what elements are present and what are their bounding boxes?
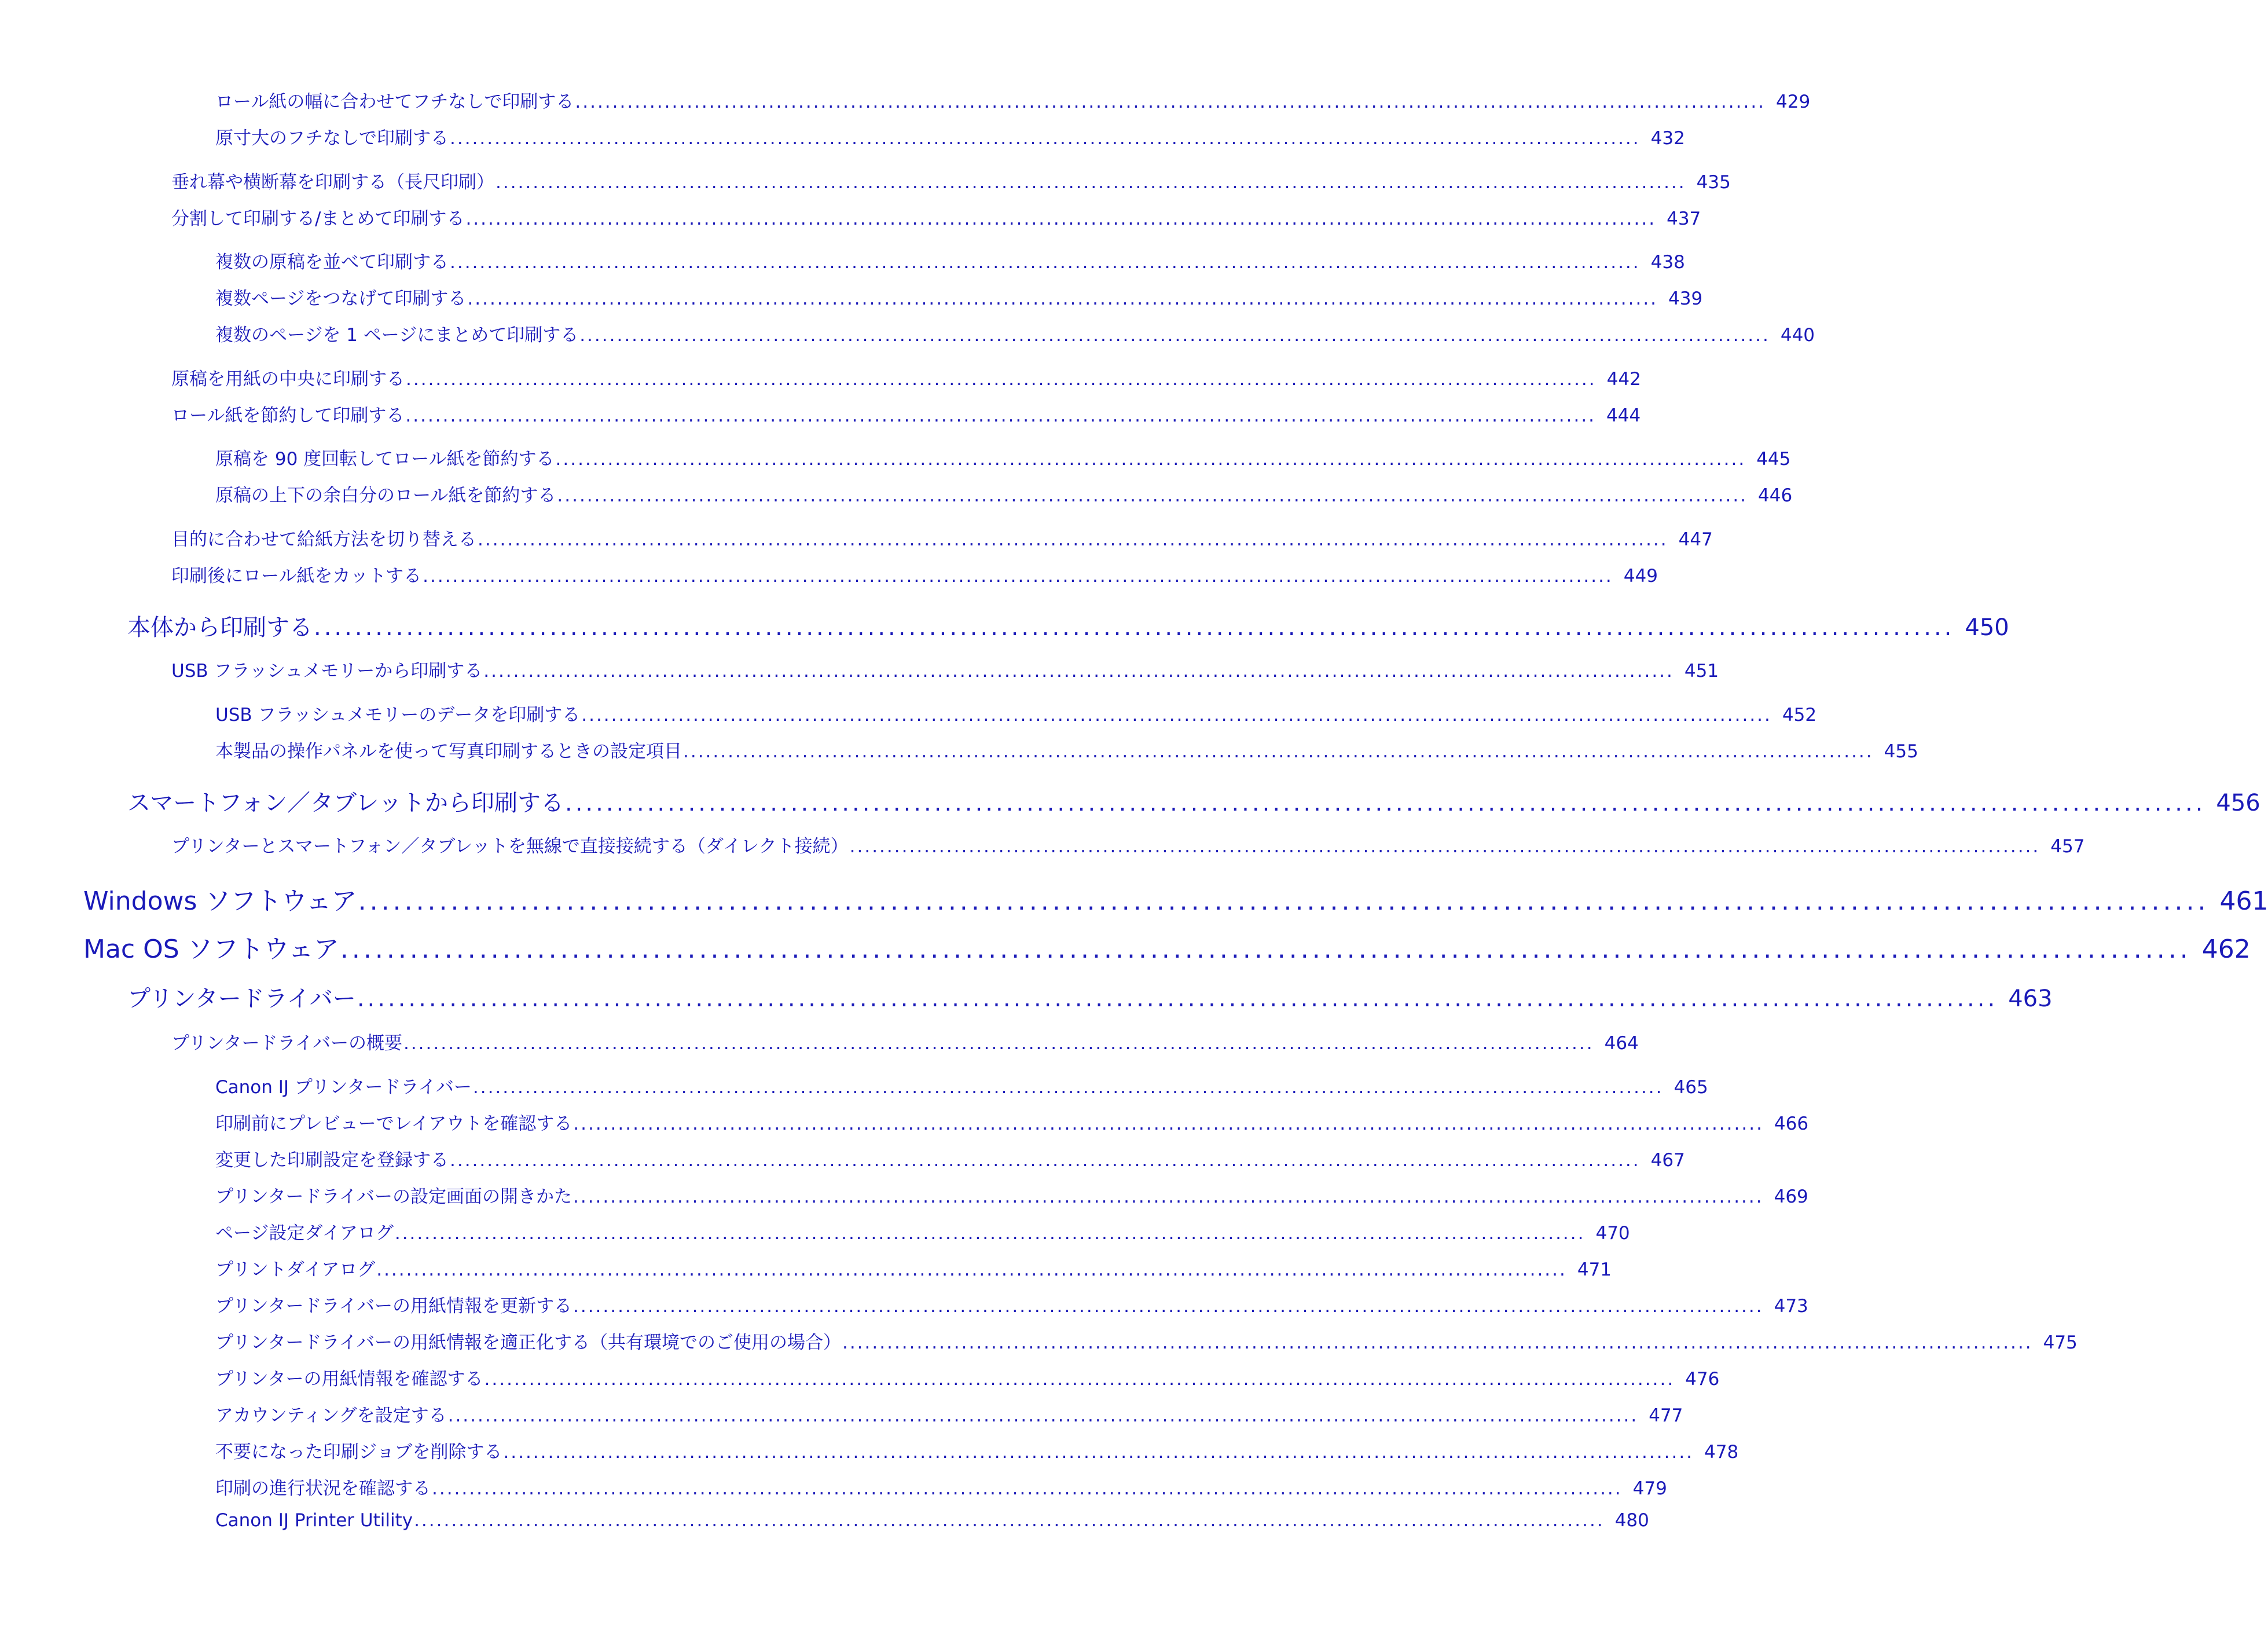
toc-entry-page: 444 — [1606, 405, 1641, 426]
toc-entry-page: 440 — [1780, 325, 1815, 346]
dot-leader: ................................................................................................................................................................ — [405, 405, 1597, 426]
toc-entry-title: USB フラッシュメモリーのデータを印刷する — [215, 705, 581, 725]
toc-entry-title: 原稿を 90 度回転してロール紙を節約する — [215, 449, 555, 470]
toc-entry[interactable] — [171, 561, 1658, 587]
toc-entry[interactable] — [215, 736, 1918, 763]
toc-entry-title: 原寸大のフチなしで印刷する — [215, 128, 449, 149]
dot-leader: ................................................................................................................................................................ — [575, 91, 1766, 112]
toc-entry-page: 456 — [2216, 790, 2260, 816]
toc-entry-page: 437 — [1667, 208, 1701, 229]
toc-entry[interactable] — [215, 1255, 1612, 1281]
toc-entry-title: 不要になった印刷ジョブを削除する — [215, 1442, 502, 1463]
toc-entry[interactable] — [215, 87, 1811, 113]
toc-entry-page: 466 — [1774, 1113, 1809, 1134]
dot-leader: ................................................................................................................................................................ — [472, 1077, 1664, 1098]
toc-entry-title: 本製品の操作パネルを使って写真印刷するときの設定項目 — [215, 741, 682, 762]
toc-entry-page: 432 — [1650, 128, 1685, 149]
dot-leader: ................................................................................................................................................................ — [573, 1113, 1764, 1134]
dot-leader: ................................................................................................................................................................ — [579, 325, 1770, 346]
dot-leader: ................................................................................................................................................................ — [340, 935, 2192, 964]
toc-entry-page: 462 — [2201, 935, 2251, 964]
toc-entry[interactable] — [215, 481, 1793, 507]
toc-entry-title: スマートフォン／タブレットから印刷する — [127, 790, 564, 816]
dot-leader: ................................................................................................................................................................ — [450, 252, 1641, 273]
dot-leader: ................................................................................................................................................................ — [406, 369, 1597, 390]
dot-leader: ................................................................................................................................................................ — [403, 1033, 1594, 1054]
toc-entry-page: 439 — [1668, 288, 1703, 309]
toc-entry-page: 471 — [1577, 1259, 1612, 1280]
toc-entry-title: ロール紙の幅に合わせてフチなしで印刷する — [215, 91, 574, 112]
toc-entry-title: 垂れ幕や横断幕を印刷する（長尺印刷） — [171, 172, 494, 193]
dot-leader: ................................................................................................................................................................ — [447, 1405, 1639, 1426]
toc-entry[interactable] — [215, 1328, 2078, 1354]
toc-entry-title: ロール紙を節約して印刷する — [171, 405, 405, 426]
dot-leader: ................................................................................................................................................................ — [394, 1223, 1586, 1244]
toc-entry[interactable] — [171, 167, 1731, 193]
toc-entry[interactable] — [171, 831, 2085, 858]
toc-entry-title: 本体から印刷する — [127, 614, 313, 641]
toc-entry[interactable] — [215, 700, 1817, 726]
toc-entry-title: 印刷の進行状況を確認する — [215, 1478, 431, 1499]
toc-entry-title: 目的に合わせて給紙方法を切り替える — [171, 529, 476, 550]
toc-entry-page: 465 — [1674, 1077, 1708, 1098]
dot-leader: ................................................................................................................................................................ — [842, 1332, 2033, 1353]
toc-entry-page: 455 — [1884, 741, 1918, 762]
toc-entry-page: 476 — [1685, 1369, 1720, 1390]
dot-leader: ................................................................................................................................................................ — [572, 1186, 1764, 1207]
toc-entry[interactable] — [127, 785, 2260, 818]
toc-entry-page: 469 — [1774, 1186, 1808, 1207]
toc-entry[interactable] — [171, 1028, 1639, 1054]
toc-entry[interactable] — [215, 1474, 1667, 1500]
toc-entry-title: 変更した印刷設定を登録する — [215, 1150, 449, 1171]
toc-entry-title: プリンタードライバーの用紙情報を適正化する（共有環境でのご使用の場合） — [215, 1332, 841, 1353]
dot-leader: ................................................................................................................................................................ — [465, 208, 1657, 229]
toc-entry[interactable] — [215, 1072, 1708, 1098]
toc-entry-page: 475 — [2043, 1332, 2078, 1353]
dot-leader: ................................................................................................................................................................ — [557, 485, 1748, 506]
toc-entry-page: 447 — [1678, 529, 1713, 550]
toc-entry-page: 473 — [1774, 1296, 1808, 1317]
toc-entry-title: 原稿の上下の余白分のロール紙を節約する — [215, 485, 556, 506]
toc-entry-page: 463 — [2008, 985, 2053, 1012]
dot-leader: ................................................................................................................................................................ — [414, 1510, 1605, 1531]
toc-entry[interactable] — [215, 1401, 1683, 1427]
toc-entry[interactable] — [215, 1364, 1720, 1390]
toc-entry-title: 分割して印刷する/まとめて印刷する — [171, 208, 465, 229]
dot-leader: ................................................................................................................................................................ — [503, 1442, 1694, 1463]
dot-leader: ................................................................................................................................................................ — [581, 705, 1772, 725]
toc-entry-page: 449 — [1623, 566, 1658, 587]
toc-entry-page: 450 — [1965, 614, 2009, 641]
toc-entry[interactable] — [215, 1218, 1630, 1244]
toc-entry[interactable] — [215, 320, 1815, 346]
toc-entry-page: 429 — [1776, 91, 1811, 112]
toc-entry-title: プリンタードライバーの用紙情報を更新する — [215, 1296, 572, 1317]
dot-leader: ................................................................................................................................................................ — [849, 836, 2041, 857]
toc-entry-page: 480 — [1614, 1510, 1649, 1531]
toc-entry[interactable] — [215, 284, 1703, 310]
dot-leader: ................................................................................................................................................................ — [483, 661, 1674, 681]
toc-entry-page: 461 — [2219, 886, 2268, 916]
dot-leader: ................................................................................................................................................................ — [450, 1150, 1641, 1171]
toc-entry[interactable] — [171, 401, 1641, 427]
dot-leader: ................................................................................................................................................................ — [478, 529, 1668, 550]
toc-entry-page: 467 — [1650, 1150, 1685, 1171]
toc-entry-title: プリンタードライバーの概要 — [171, 1033, 402, 1054]
toc-entry-title: Canon IJ プリンタードライバー — [215, 1077, 472, 1098]
toc-entry-page: 479 — [1632, 1478, 1667, 1499]
toc-entry[interactable] — [83, 880, 2268, 917]
dot-leader: ................................................................................................................................................................ — [496, 172, 1686, 193]
toc-entry[interactable] — [171, 656, 1719, 682]
toc-entry-page: 470 — [1595, 1223, 1630, 1244]
toc-entry-page: 477 — [1649, 1405, 1683, 1426]
toc-entry-page: 452 — [1782, 705, 1817, 725]
toc-entry-title: プリントダイアログ — [215, 1259, 376, 1280]
toc-entry[interactable] — [215, 1510, 1649, 1531]
dot-leader: ................................................................................................................................................................ — [484, 1369, 1675, 1390]
toc-entry-title: プリンタードライバーの設定画面の開きかた — [215, 1186, 572, 1207]
toc-entry[interactable] — [215, 1109, 1809, 1135]
toc-entry-title: プリンターの用紙情報を確認する — [215, 1369, 483, 1390]
toc-entry-title: 複数のページを 1 ページにまとめて印刷する — [215, 325, 579, 346]
toc-entry-title: プリンターとスマートフォン／タブレットを無線で直接接続する（ダイレクト接続） — [171, 836, 849, 857]
toc-entry-page: 446 — [1758, 485, 1793, 506]
dot-leader: ................................................................................................................................................................ — [314, 614, 1955, 641]
dot-leader: ................................................................................................................................................................ — [357, 985, 1998, 1012]
toc-entry[interactable] — [215, 1291, 1808, 1317]
toc-entry-page: 464 — [1604, 1033, 1639, 1054]
toc-entry[interactable] — [215, 1437, 1739, 1463]
toc-entry[interactable] — [215, 1182, 1808, 1208]
dot-leader: ................................................................................................................................................................ — [358, 886, 2210, 916]
toc-entry[interactable] — [215, 1145, 1685, 1171]
toc-entry-page: 445 — [1756, 449, 1791, 470]
toc-entry-title: 印刷後にロール紙をカットする — [171, 566, 422, 587]
toc-entry[interactable] — [171, 204, 1701, 230]
dot-leader: ................................................................................................................................................................ — [376, 1259, 1567, 1280]
toc-entry-title: Canon IJ Printer Utility — [215, 1510, 413, 1531]
toc-entry[interactable] — [127, 980, 2053, 1013]
toc-entry-title: ページ設定ダイアログ — [215, 1223, 394, 1244]
toc-entry-title: 複数ページをつなげて印刷する — [215, 288, 467, 309]
toc-entry[interactable] — [171, 525, 1713, 551]
toc-entry-title: 印刷前にプレビューでレイアウトを確認する — [215, 1113, 572, 1134]
dot-leader: ................................................................................................................................................................ — [432, 1478, 1623, 1499]
toc-entry[interactable] — [215, 444, 1791, 470]
dot-leader: ................................................................................................................................................................ — [683, 741, 1874, 762]
dot-leader: ................................................................................................................................................................ — [555, 449, 1746, 470]
toc-entry-page: 478 — [1704, 1442, 1739, 1463]
toc-entry-page: 442 — [1606, 369, 1641, 390]
toc-entry-title: アカウンティングを設定する — [215, 1405, 447, 1426]
toc-entry-title: Mac OS ソフトウェア — [83, 935, 339, 964]
dot-leader: ................................................................................................................................................................ — [467, 288, 1658, 309]
dot-leader: ................................................................................................................................................................ — [450, 128, 1641, 149]
toc-entry-title: 原稿を用紙の中央に印刷する — [171, 369, 405, 390]
toc-entry-page: 457 — [2050, 836, 2085, 857]
toc-entry[interactable] — [83, 928, 2251, 965]
toc-entry[interactable] — [215, 247, 1685, 273]
toc-entry-title: USB フラッシュメモリーから印刷する — [171, 661, 483, 681]
toc-entry-title: 複数の原稿を並べて印刷する — [215, 252, 449, 273]
dot-leader: ................................................................................................................................................................ — [565, 790, 2206, 816]
toc-entry-title: プリンタードライバー — [127, 985, 356, 1012]
toc-entry[interactable] — [171, 364, 1641, 390]
toc-entry-page: 451 — [1684, 661, 1719, 681]
toc-entry-title: Windows ソフトウェア — [83, 886, 357, 916]
toc-entry-page: 438 — [1650, 252, 1685, 273]
dot-leader: ................................................................................................................................................................ — [572, 1296, 1764, 1317]
toc-entry-page: 435 — [1696, 172, 1731, 193]
toc-entry[interactable] — [215, 123, 1685, 149]
dot-leader: ................................................................................................................................................................ — [423, 566, 1613, 587]
toc-entry[interactable] — [127, 609, 2009, 642]
